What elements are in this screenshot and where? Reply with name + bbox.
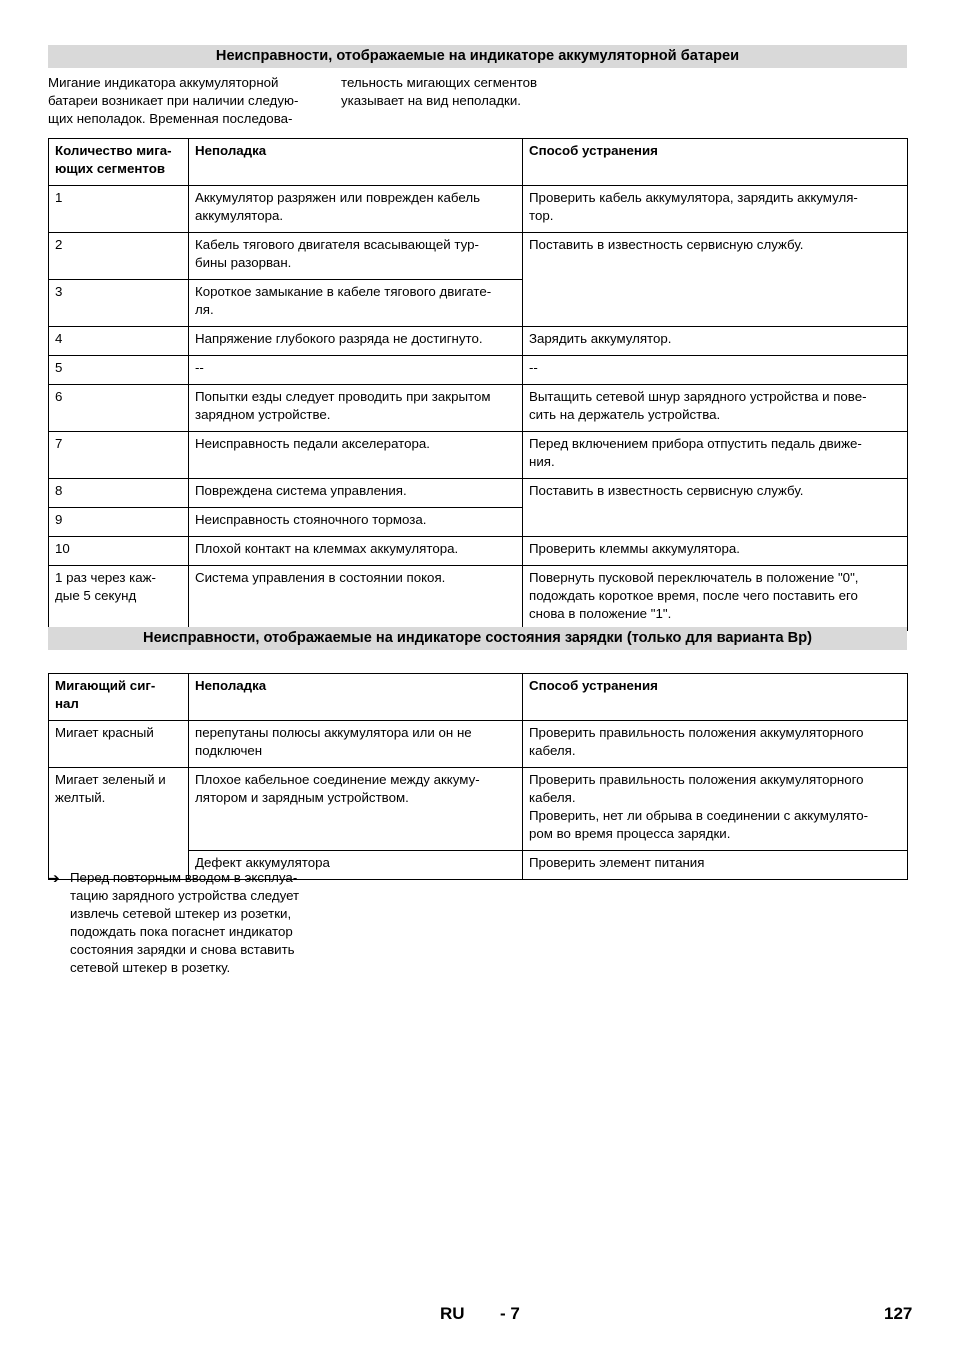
cell-signal: Мигает красный <box>49 721 189 768</box>
table-row <box>49 356 908 385</box>
table-header-row <box>49 139 908 186</box>
cell-count: 9 <box>49 508 189 537</box>
cell-count: 1 раз через каж- дые 5 секунд <box>49 566 189 631</box>
section-title-battery-faults: Неисправности, отображаемые на индикаторе аккумуляторной батареи <box>48 45 907 68</box>
table-row <box>49 537 908 566</box>
arrow-right-icon: ➔ <box>48 870 60 886</box>
charge-indicator-faults-table <box>48 673 908 880</box>
cell-count: 10 <box>49 537 189 566</box>
cell-fault: Короткое замыкание в кабеле тягового двигате- ля. <box>189 280 523 327</box>
cell-remedy: Проверить кабель аккумулятора, зарядить аккумуля- тор. <box>523 186 908 233</box>
intro-text-left: Мигание индикатора аккумуляторной батареи возникает при наличии следую- щих неполадок. Временная последова- <box>48 75 299 126</box>
table-row <box>49 721 908 768</box>
cell-remedy: Перед включением прибора отпустить педаль движе- ния. <box>523 432 908 479</box>
header-signal: Мигающий сиг- нал <box>49 674 189 721</box>
table-row <box>49 768 908 851</box>
cell-fault: Система управления в состоянии покоя. <box>189 566 523 631</box>
cell-remedy: Проверить элемент питания <box>523 851 908 880</box>
cell-count: 8 <box>49 479 189 508</box>
cell-fault: Неисправность стояночного тормоза. <box>189 508 523 537</box>
header-fault: Неполадка <box>189 674 523 721</box>
cell-remedy: Проверить правильность положения аккумуляторного кабеля. Проверить, нет ли обрыва в соединении с аккумулято- ром во время процесса зарядки. <box>523 768 908 851</box>
cell-remedy: -- <box>523 356 908 385</box>
cell-fault: Плохое кабельное соединение между аккуму- лятором и зарядным устройством. <box>189 768 523 851</box>
battery-faults-table <box>48 138 908 631</box>
cell-signal: Мигает зеленый и желтый. <box>49 768 189 880</box>
cell-fault: Плохой контакт на клеммах аккумулятора. <box>189 537 523 566</box>
table-row <box>49 432 908 479</box>
cell-fault: перепутаны полюсы аккумулятора или он не подключен <box>189 721 523 768</box>
cell-fault: Кабель тягового двигателя всасывающей тур- бины разорван. <box>189 233 523 280</box>
cell-count: 3 <box>49 280 189 327</box>
cell-count: 7 <box>49 432 189 479</box>
table-row <box>49 385 908 432</box>
table-header-row <box>49 674 908 721</box>
cell-fault: Попытки езды следует проводить при закрытом зарядном устройстве. <box>189 385 523 432</box>
cell-count: 1 <box>49 186 189 233</box>
note-text: Перед повторным вводом в эксплуа- тацию зарядного устройства следует извлечь сетевой штекер из розетки, подождать пока погаснет индикатор состояния зарядки и снова вставить сетевой штекер в розетку. <box>70 870 300 975</box>
table-row <box>49 233 908 280</box>
cell-remedy: Повернуть пусковой переключатель в положение "0", подождать короткое время, после чего поставить его снова в положение "1". <box>523 566 908 631</box>
cell-remedy: Зарядить аккумулятор. <box>523 327 908 356</box>
section-title-charge-indicator-faults: Неисправности, отображаемые на индикаторе состояния зарядки (только для варианта Bp) <box>48 627 907 650</box>
footer-page-number: 127 <box>884 1304 913 1323</box>
cell-remedy: Поставить в известность сервисную службу. <box>523 233 908 327</box>
header-remedy: Способ устранения <box>523 674 908 721</box>
header-remedy: Способ устранения <box>523 139 908 186</box>
table-row <box>49 566 908 631</box>
table-row <box>49 327 908 356</box>
cell-remedy: Проверить клеммы аккумулятора. <box>523 537 908 566</box>
table-row <box>49 479 908 508</box>
header-fault: Неполадка <box>189 139 523 186</box>
cell-fault: Напряжение глубокого разряда не достигнуто. <box>189 327 523 356</box>
table-row <box>49 186 908 233</box>
cell-remedy: Проверить правильность положения аккумуляторного кабеля. <box>523 721 908 768</box>
cell-fault: Дефект аккумулятора <box>189 851 523 880</box>
cell-fault: -- <box>189 356 523 385</box>
footer-sub-page: - 7 <box>500 1304 520 1323</box>
header-segment-count: Количество мига- ющих сегментов <box>49 139 189 186</box>
cell-remedy: Вытащить сетевой шнур зарядного устройства и пове- сить на держатель устройства. <box>523 385 908 432</box>
cell-count: 6 <box>49 385 189 432</box>
cell-fault: Аккумулятор разряжен или поврежден кабель аккумулятора. <box>189 186 523 233</box>
footer-language: RU <box>440 1304 465 1323</box>
cell-count: 4 <box>49 327 189 356</box>
note-block <box>48 869 338 977</box>
cell-remedy: Поставить в известность сервисную службу. <box>523 479 908 537</box>
cell-count: 2 <box>49 233 189 280</box>
cell-fault: Неисправность педали акселератора. <box>189 432 523 479</box>
cell-count: 5 <box>49 356 189 385</box>
cell-fault: Повреждена система управления. <box>189 479 523 508</box>
intro-text-right: тельность мигающих сегментов указывает на вид неполадки. <box>341 75 538 108</box>
